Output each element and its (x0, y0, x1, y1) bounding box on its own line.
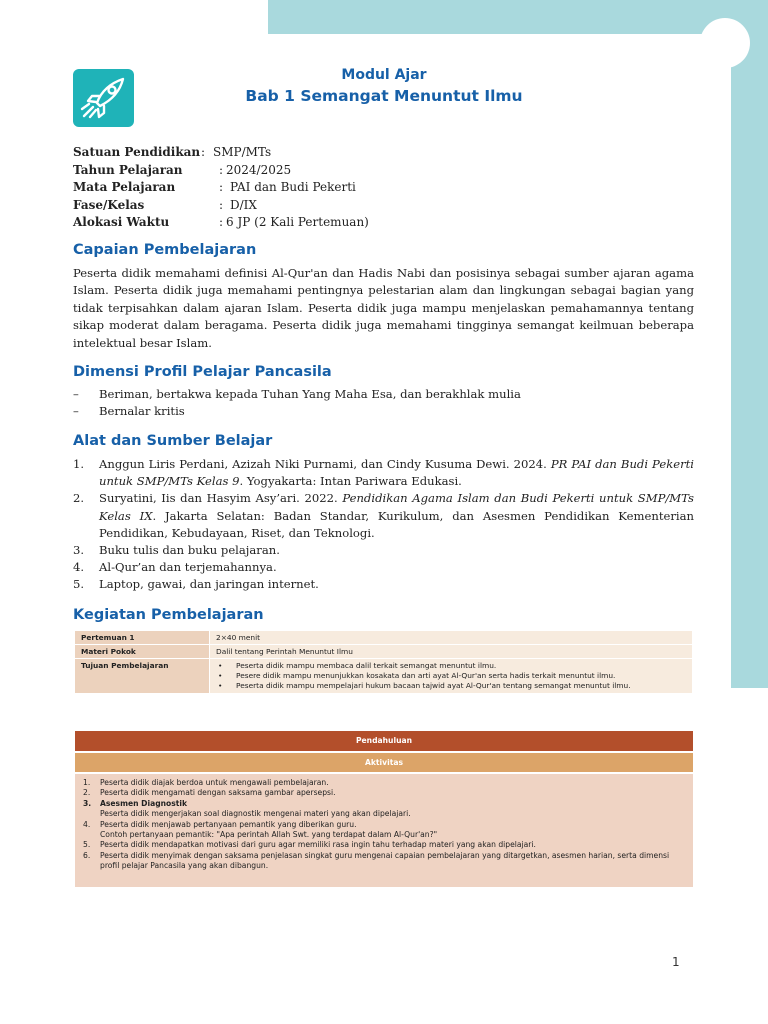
list-item (83, 820, 685, 841)
table-row (75, 631, 693, 645)
table-cell-value: 2×40 menit (210, 631, 693, 645)
list-item (73, 542, 694, 559)
table-cell-label: Materi Pokok (75, 645, 210, 659)
doc-title: Modul Ajar (341, 67, 427, 83)
heading-alat: Alat dan Sumber Belajar (73, 433, 273, 449)
section-band-aktivitas: Aktivitas (75, 753, 693, 772)
capaian-text: Peserta didik memahami definisi Al-Qur'an dan Hadis Nabi dan posisinya sebagai sumber ajaran agama Islam. Peserta didik juga memahami pentingnya pelestarian alam dan lingkungan sebagai bagian yang tidak terpisahkan dalam ajaran Islam. Peserta didik juga mampu menjelaskan pemahamannya tentang sikap moderat dalam beragama. Peserta didik juga memahami tingginya semangat keilmuan beberapa intelektual besar Islam. (73, 266, 694, 350)
list-item (83, 778, 685, 788)
list-item: • Pesere didik mampu menunjukkan kosakata dan arti ayat Al-Qur'an serta hadis terkait menuntut ilmu. (216, 671, 686, 681)
list-number: 3. (83, 798, 92, 808)
list-item: • Peserta didik mampu mempelajari hukum bacaan tajwid ayat Al-Qur'an tentang semangat menuntut ilmu. (216, 681, 686, 691)
ref-title: PR PAI dan Budi Pekerti untuk SMP/MTs Kelas 9 (99, 457, 694, 489)
ref-text: Anggun Liris Perdani, Azizah Niki Purnami, dan Cindy Kusuma Dewi. 2024. (99, 457, 551, 471)
info-sep: : (219, 215, 224, 230)
table-cell-label: Pertemuan 1 (75, 631, 210, 645)
list-item (83, 788, 685, 798)
table-cell-value: Dalil tentang Perintah Menuntut Ilmu (210, 645, 693, 659)
list-number: 2. (83, 788, 91, 798)
table-row (75, 659, 693, 694)
info-label: Alokasi Waktu (73, 215, 170, 230)
ref-text: Suryatini, Iis dan Hasyim Asy’ari. 2022. (99, 491, 343, 506)
list-item-text: Peserta didik mengamati dengan saksama gambar apersepsi. (100, 788, 336, 798)
ref-text: Laptop, gawai, dan jaringan internet. (99, 577, 319, 592)
title-block (0, 66, 768, 107)
list-number: 5. (73, 577, 85, 592)
list-item (73, 576, 694, 593)
table-cell-value (210, 659, 693, 694)
page-number: 1 (672, 955, 680, 969)
list-number: 1. (83, 778, 91, 787)
list-item (73, 490, 694, 542)
list-item-text: Peserta didik menyimak dengan saksama penjelasan singkat guru mengenai capaian pembelajaran yang ditargetkan, asesmen harian, serta dimensi profil pelajar Pancasila yang akan dibangun. (100, 850, 670, 871)
decor-top-band (268, 0, 768, 34)
info-label: Satuan Pendidikan (73, 145, 201, 159)
info-value: SMP/MTs (213, 145, 272, 159)
aktivitas-box (75, 774, 693, 887)
doc-subtitle: Bab 1 Semangat Menuntut Ilmu (245, 87, 523, 105)
table-cell-label: Tujuan Pembelajaran (75, 659, 210, 694)
list-item-text: Peserta didik mengerjakan soal diagnostik mengenai materi yang akan dipelajari. (100, 809, 411, 819)
list-marker: – (73, 387, 79, 401)
heading-capaian: Capaian Pembelajaran (73, 242, 257, 258)
list-number: 5. (83, 840, 91, 850)
info-label: Fase/Kelas (73, 197, 145, 212)
tujuan-list (216, 661, 686, 691)
dimensi-list (73, 386, 694, 420)
info-label: Mata Pelajaran (73, 180, 176, 195)
ref-title: Pendidikan Agama Islam dan Budi Pekerti untuk SMP/MTs Kelas IX (99, 491, 694, 523)
list-item-text: Contoh pertanyaan pemantik: "Apa perintah Allah Swt. yang terdapat dalam Al-Qur'an?" (100, 830, 438, 840)
list-item: • Peserta didik mampu membaca dalil terkait semangat menuntut ilmu. (216, 661, 686, 671)
info-sep: : (219, 162, 224, 177)
list-item-text: Bernalar kritis (99, 404, 185, 419)
list-number: 2. (73, 491, 85, 506)
list-number: 4. (73, 560, 85, 575)
list-item (83, 840, 685, 850)
decor-circle (700, 18, 750, 68)
list-item-text: Peserta didik menjawab pertanyaan pemantik yang diberikan guru. (100, 819, 357, 829)
info-sep: : (219, 180, 224, 195)
ref-text: . Jakarta Selatan: Badan Standar, Kurikulum, dan Asesmen Pendidikan Kementerian Pendidikan, Kebudayaan, Riset, dan Teknologi. (99, 508, 694, 540)
heading-dimensi: Dimensi Profil Pelajar Pancasila (73, 364, 332, 380)
list-number: 3. (73, 543, 85, 558)
list-item-text: Peserta didik diajak berdoa untuk mengawali pembelajaran. (100, 778, 329, 787)
meeting-info-table (74, 630, 693, 694)
info-value: 2024/2025 (226, 162, 292, 177)
list-number: 1. (73, 457, 85, 471)
alat-list (73, 456, 694, 594)
list-item (83, 799, 685, 820)
list-number: 4. (83, 819, 91, 829)
ref-text: . Yogyakarta: Intan Pariwara Edukasi. (239, 474, 462, 489)
info-value: D/IX (230, 197, 257, 212)
list-item (73, 403, 694, 420)
info-sep: : (219, 197, 224, 212)
list-item (73, 456, 694, 490)
heading-kegiatan: Kegiatan Pembelajaran (73, 607, 264, 623)
info-value: PAI dan Budi Pekerti (230, 180, 356, 195)
table-row (75, 645, 693, 659)
list-item-text: Peserta didik mendapatkan motivasi dari guru agar memiliki rasa ingin tahu terhadap materi yang akan dipelajari. (100, 840, 536, 850)
list-item-text: Beriman, bertakwa kepada Tuhan Yang Maha Esa, dan berakhlak mulia (99, 387, 521, 401)
info-value: 6 JP (2 Kali Pertemuan) (226, 215, 369, 230)
ref-text: Buku tulis dan buku pelajaran. (99, 543, 280, 558)
section-band-pendahuluan: Pendahuluan (75, 731, 693, 751)
ref-text: Al-Qur’an dan terjemahannya. (99, 560, 277, 575)
list-number: 6. (83, 850, 91, 860)
info-sep: : (201, 145, 206, 159)
list-item (73, 559, 694, 576)
list-item (73, 386, 694, 403)
list-item (83, 851, 685, 872)
info-label: Tahun Pelajaran (73, 162, 183, 177)
list-marker: – (73, 404, 79, 419)
aktivitas-list (83, 778, 685, 872)
list-item-heading: Asesmen Diagnostik (100, 798, 188, 808)
